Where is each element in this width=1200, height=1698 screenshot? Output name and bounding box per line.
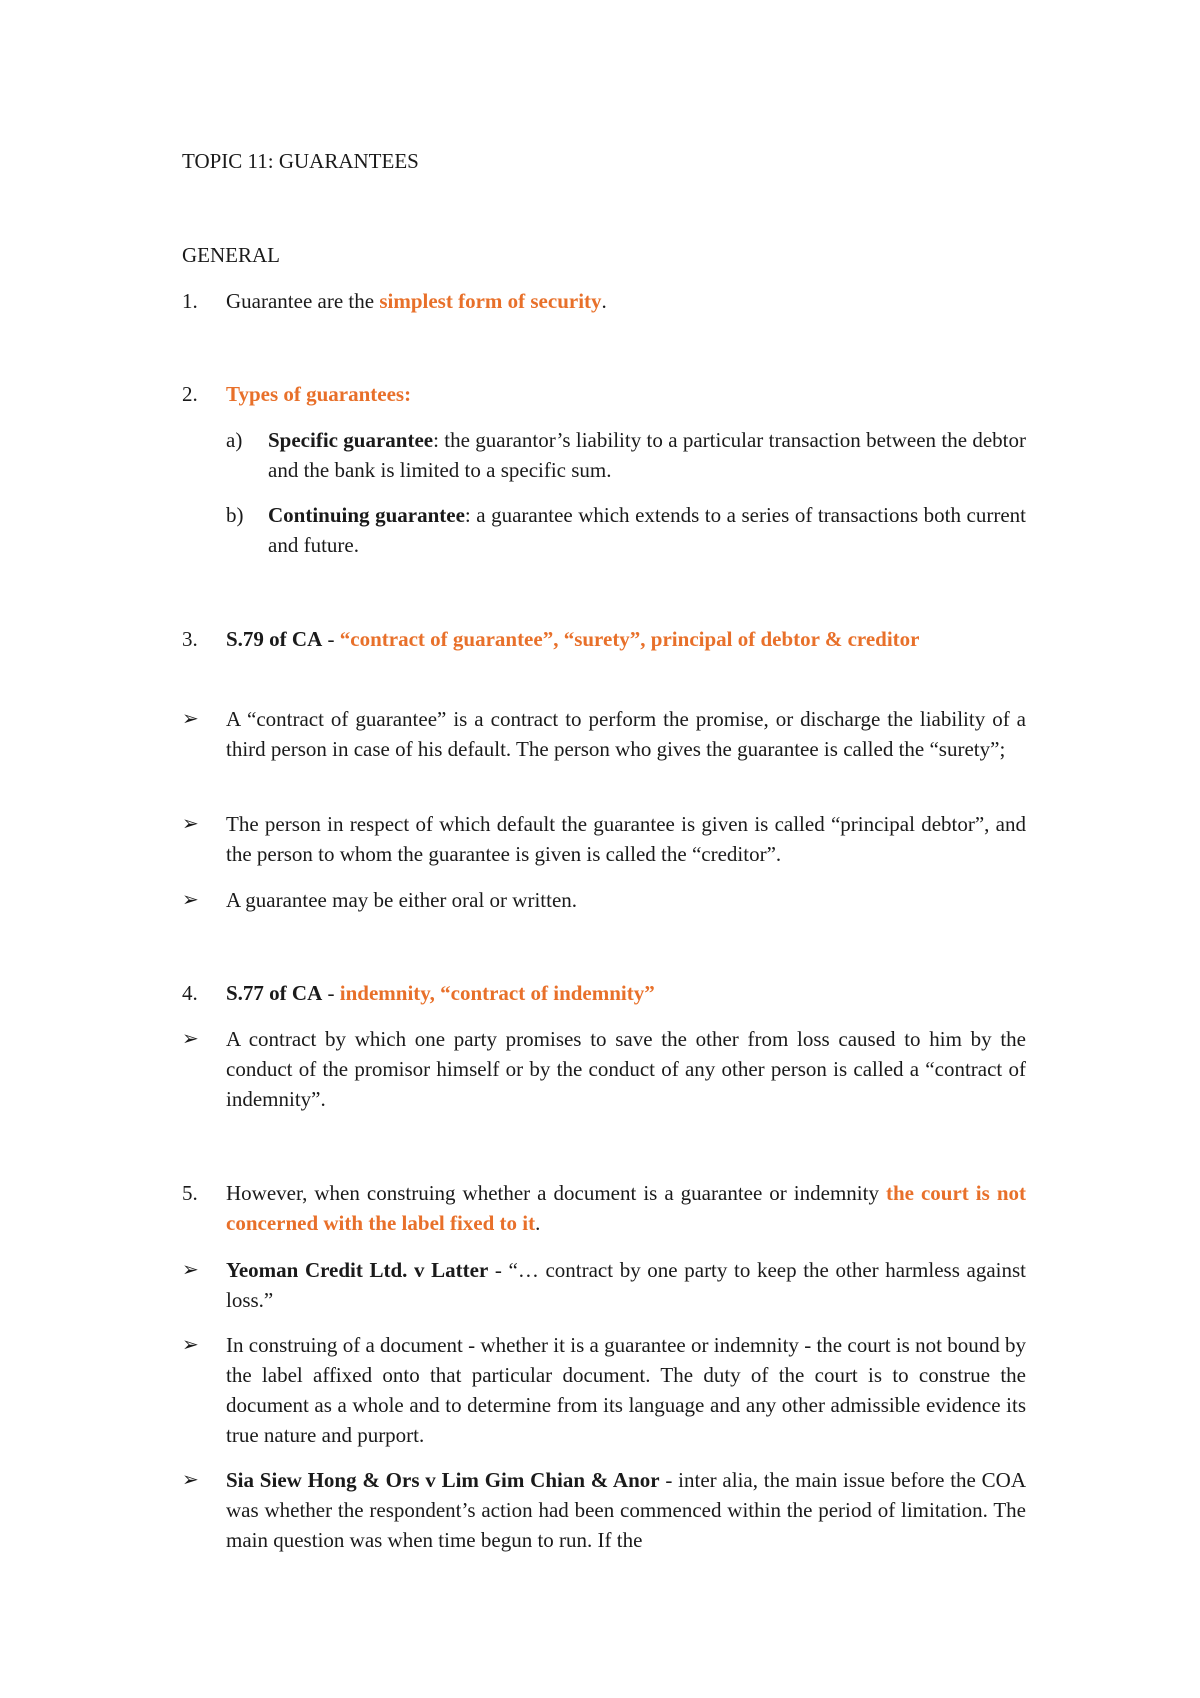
highlight-text: “contract of guarantee”, “surety”, principal of debtor & creditor [339, 627, 920, 651]
bullet-text: The person in respect of which default the guarantee is given is called “principal debtor”, and the person to whom the guarantee is given is called the “creditor”. [226, 812, 1026, 866]
bullet-text: A contract by which one party promises to save the other from loss caused to him by the conduct of the promisor himself or by the conduct of any other person is called a “contract of indemnity”. [226, 1027, 1026, 1111]
arrow-bullet-icon: ➢ [182, 813, 199, 835]
highlight-text: indemnity, “contract of indemnity” [339, 981, 655, 1005]
item-2-heading: Types of guarantees: [226, 382, 412, 406]
separator: - [322, 627, 340, 651]
statute-ref: S.77 of CA [226, 981, 323, 1005]
item-4-heading [226, 978, 655, 1008]
text-run: However, when construing whether a document is a guarantee or indemnity [226, 1181, 886, 1205]
text-run: . [601, 289, 607, 313]
item-number: 4. [182, 981, 198, 1005]
item-5-text [226, 1178, 1026, 1238]
bullet-case-sia [226, 1465, 1026, 1555]
text-run: . [535, 1211, 541, 1235]
item-number: 1. [182, 289, 198, 313]
case-text: - “… contract by one party to keep the other harmless against loss.” [226, 1258, 1026, 1312]
statute-ref: S.79 of CA [226, 627, 323, 651]
definition: : the guarantor’s liability to a particular transaction between the debtor and the bank is limited to a specific sum. [268, 428, 1027, 482]
arrow-bullet-icon: ➢ [182, 1469, 199, 1491]
section-heading: GENERAL [182, 243, 280, 267]
arrow-bullet-icon: ➢ [182, 1028, 199, 1050]
subitem-specific-guarantee [268, 425, 1026, 485]
arrow-bullet-icon: ➢ [182, 1259, 199, 1281]
bullet-text: A guarantee may be either oral or written. [226, 888, 578, 912]
item-number: 5. [182, 1181, 198, 1205]
arrow-bullet-icon: ➢ [182, 1334, 199, 1356]
term: Continuing guarantee [268, 503, 465, 527]
separator: - [322, 981, 340, 1005]
item-number: 2. [182, 382, 198, 406]
page-title: TOPIC 11: GUARANTEES [182, 149, 419, 173]
definition: : a guarantee which extends to a series of transactions both current and future. [268, 503, 1026, 557]
term: Specific guarantee [268, 428, 434, 452]
case-text: - inter alia, the main issue before the COA was whether the respondent’s action had been commenced within the period of limitation. The main question was when time begun to run. If the [226, 1468, 1026, 1552]
arrow-bullet-icon: ➢ [182, 708, 199, 730]
bullet-text: In construing of a document - whether it is a guarantee or indemnity - the court is not bound by the label affixed onto that particular document. The duty of the court is to construe the document as a whole and to determine from its language and any other admissible evidence its true nature and purport. [226, 1333, 1026, 1447]
item-1-text [226, 286, 607, 316]
bullet-case-yeoman [226, 1255, 1026, 1315]
bullet-text: A “contract of guarantee” is a contract to perform the promise, or discharge the liability of a third person in case of his default. The person who gives the guarantee is called the “surety”; [226, 707, 1026, 761]
subitem-continuing-guarantee [268, 500, 1026, 560]
highlight-text: simplest form of security [379, 289, 602, 313]
text-run: Guarantee are the [226, 289, 380, 313]
case-name: Sia Siew Hong & Ors v Lim Gim Chian & Anor [226, 1468, 660, 1492]
highlight-text: the court is not concerned with the label fixed to it [226, 1181, 1026, 1235]
item-3-heading [226, 624, 1026, 654]
item-number: 3. [182, 627, 198, 651]
subitem-marker: a) [226, 428, 243, 452]
case-name: Yeoman Credit Ltd. v Latter [226, 1258, 489, 1282]
arrow-bullet-icon: ➢ [182, 889, 199, 911]
subitem-marker: b) [226, 503, 244, 527]
